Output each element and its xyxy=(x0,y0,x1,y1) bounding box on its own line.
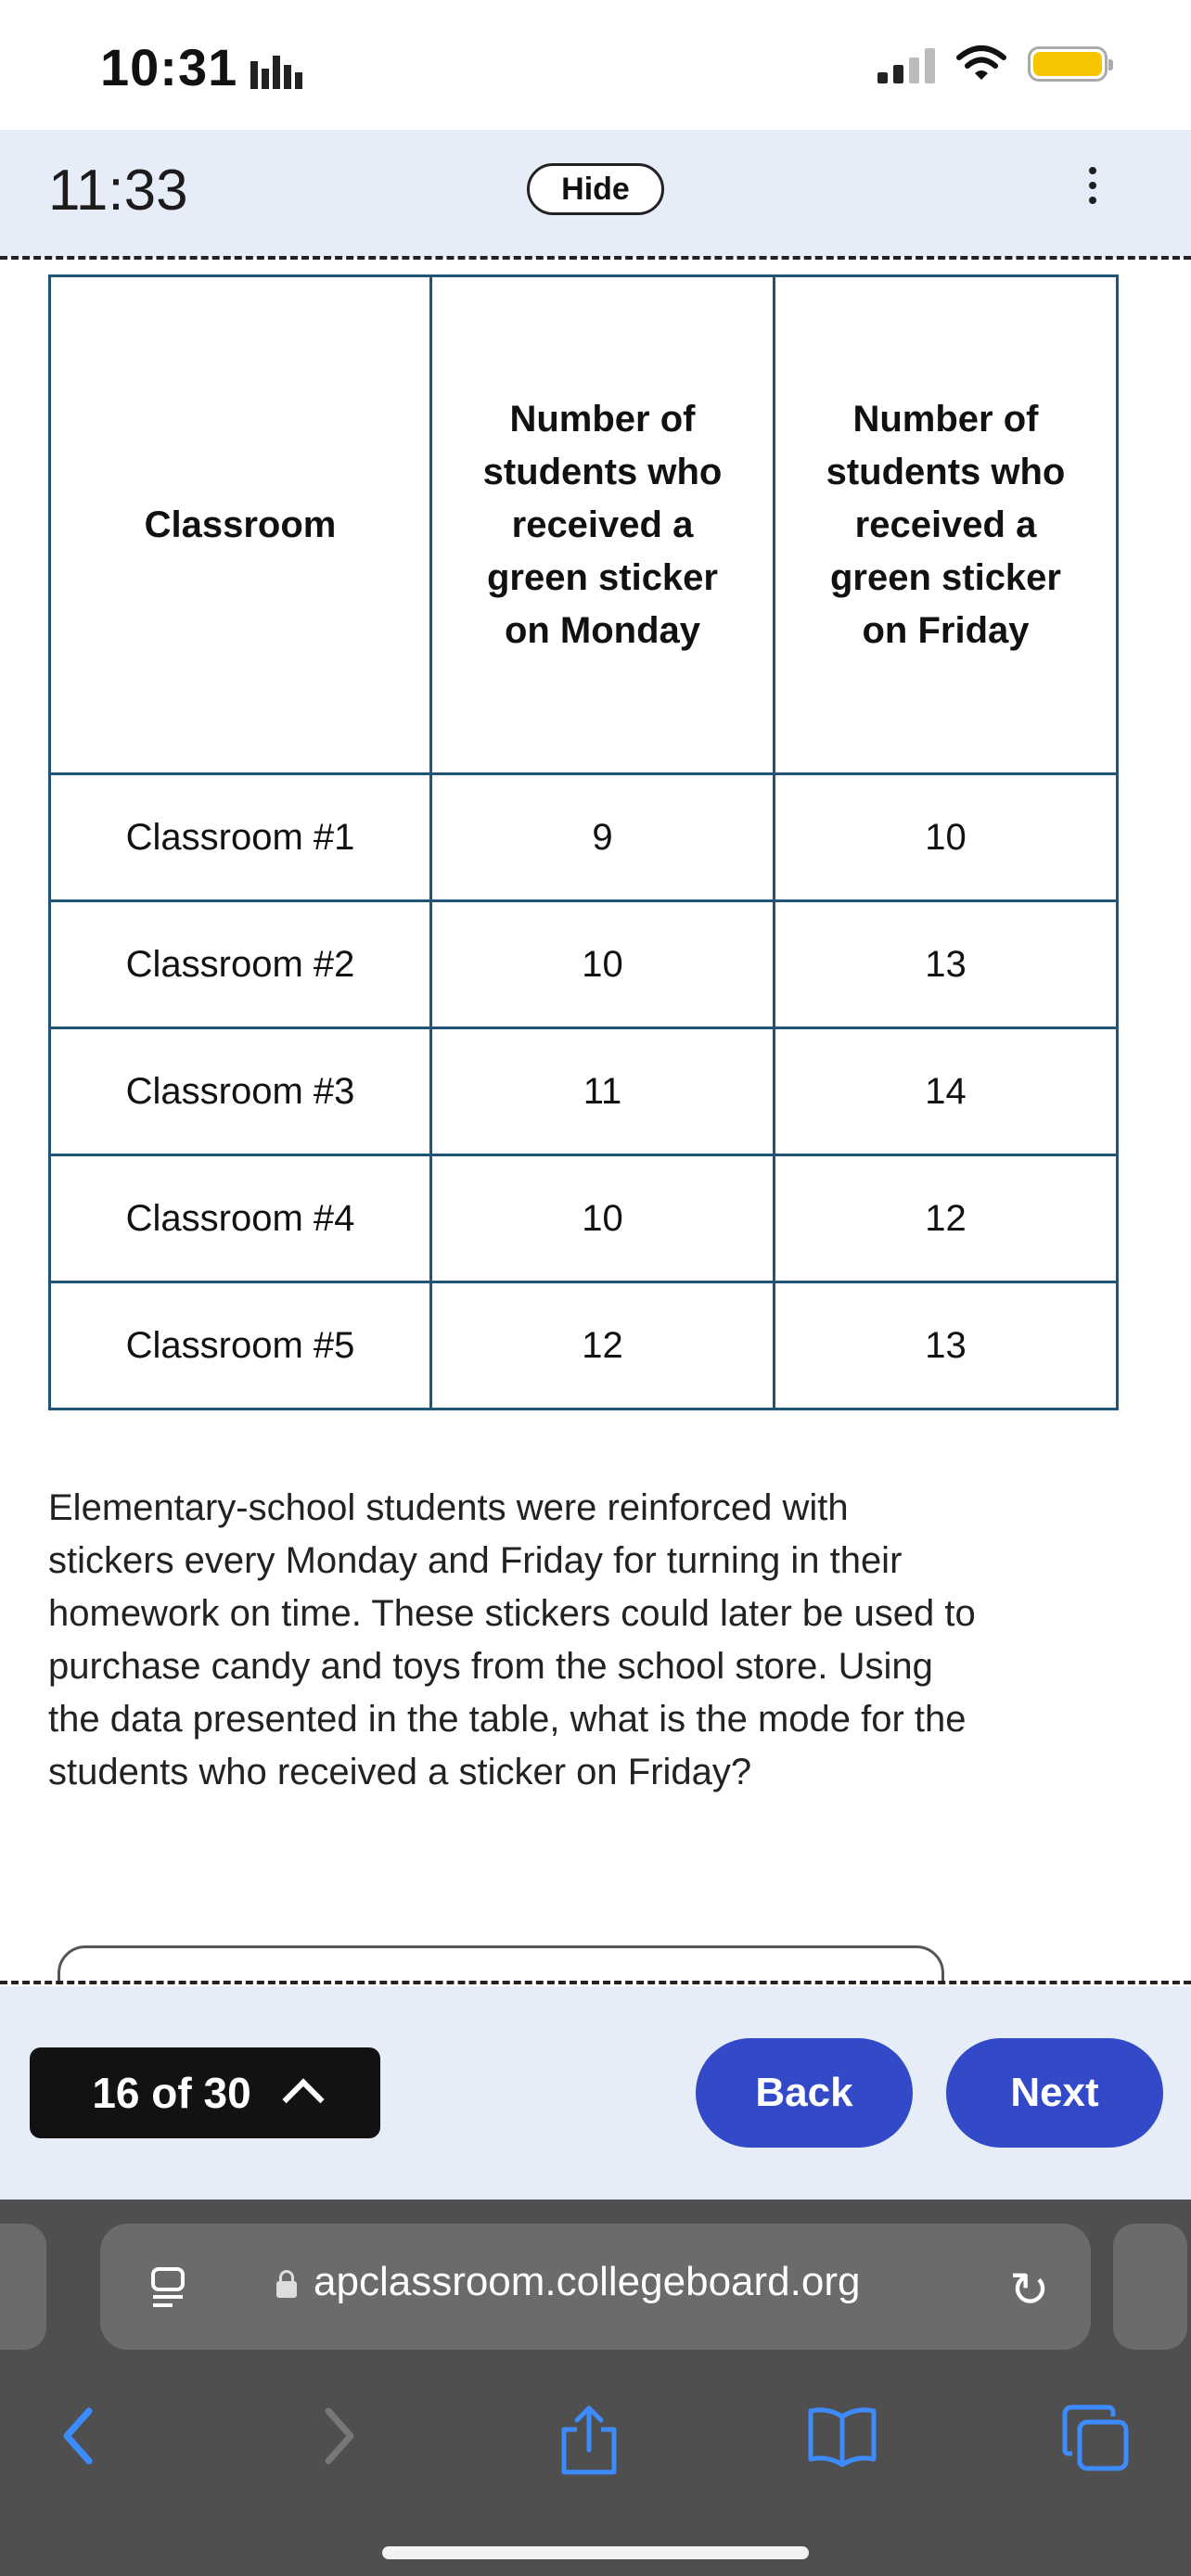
browser-toolbar xyxy=(0,2385,1191,2496)
column-header-classroom: Classroom xyxy=(50,276,431,774)
monday-cell: 12 xyxy=(430,1282,774,1409)
friday-cell: 13 xyxy=(774,901,1117,1028)
browser-forward-icon[interactable] xyxy=(315,2404,362,2468)
monday-cell: 9 xyxy=(430,774,774,901)
app-header xyxy=(0,130,1191,258)
status-bar xyxy=(0,0,1191,130)
friday-cell: 12 xyxy=(774,1155,1117,1282)
column-header-monday: Number of students who received a green sticker on Monday xyxy=(430,276,774,774)
browser-chrome xyxy=(0,2200,1191,2576)
divider xyxy=(0,1981,1191,1984)
reload-icon[interactable]: ↻ xyxy=(1009,2264,1050,2317)
friday-cell: 14 xyxy=(774,1028,1117,1155)
bottom-navigation xyxy=(0,1986,1191,2200)
reader-mode-icon[interactable] xyxy=(150,2266,186,2309)
table-row xyxy=(50,1155,1118,1282)
friday-cell: 10 xyxy=(774,774,1117,901)
monday-cell: 10 xyxy=(430,901,774,1028)
tabs-icon[interactable] xyxy=(1061,2404,1132,2474)
table-row xyxy=(50,1282,1118,1409)
question-counter-button[interactable] xyxy=(30,2047,380,2138)
classroom-cell: Classroom #2 xyxy=(50,901,431,1028)
table-header-row xyxy=(50,276,1118,774)
previous-tab[interactable] xyxy=(0,2224,46,2350)
back-button[interactable]: Back xyxy=(696,2038,913,2148)
monday-cell: 10 xyxy=(430,1155,774,1282)
url-text: apclassroom.collegeboard.org xyxy=(314,2259,861,2304)
classroom-cell: Classroom #3 xyxy=(50,1028,431,1155)
question-counter: 16 of 30 xyxy=(92,2069,251,2117)
chevron-up-icon xyxy=(282,2078,324,2120)
friday-cell: 13 xyxy=(774,1282,1117,1409)
question-content xyxy=(0,260,1191,1983)
address-bar[interactable] xyxy=(100,2224,1091,2350)
activity-icon xyxy=(249,52,304,93)
table-row xyxy=(50,1028,1118,1155)
timer: 11:33 xyxy=(48,159,188,223)
question-text: Elementary-school students were reinforced with stickers every Monday and Friday for turning in their homework on time. These stickers could later be used to purchase candy and toys from the school store. Using the data presented in the table, what is the mode for the students who received a sticker on Friday? xyxy=(48,1487,976,1792)
next-button[interactable]: Next xyxy=(946,2038,1163,2148)
browser-back-icon[interactable] xyxy=(56,2404,102,2468)
classroom-cell: Classroom #5 xyxy=(50,1282,431,1409)
status-time: 10:31 xyxy=(100,38,238,96)
next-tab[interactable] xyxy=(1113,2224,1187,2350)
table-row xyxy=(50,901,1118,1028)
cellular-signal-icon xyxy=(877,45,935,83)
classroom-cell: Classroom #4 xyxy=(50,1155,431,1282)
table-row xyxy=(50,774,1118,901)
lock-icon xyxy=(276,2281,297,2298)
monday-cell: 11 xyxy=(430,1028,774,1155)
classroom-cell: Classroom #1 xyxy=(50,774,431,901)
battery-icon xyxy=(1028,46,1108,82)
column-header-friday: Number of students who received a green sticker on Friday xyxy=(774,276,1117,774)
more-options-icon[interactable] xyxy=(1083,161,1102,217)
home-indicator xyxy=(382,2546,809,2559)
wifi-icon xyxy=(955,45,1007,83)
bookmarks-icon[interactable] xyxy=(805,2404,879,2468)
share-icon[interactable] xyxy=(557,2404,621,2478)
data-table xyxy=(48,274,1119,1410)
hide-timer-button[interactable]: Hide xyxy=(527,163,664,215)
answer-option[interactable] xyxy=(58,1945,944,1983)
